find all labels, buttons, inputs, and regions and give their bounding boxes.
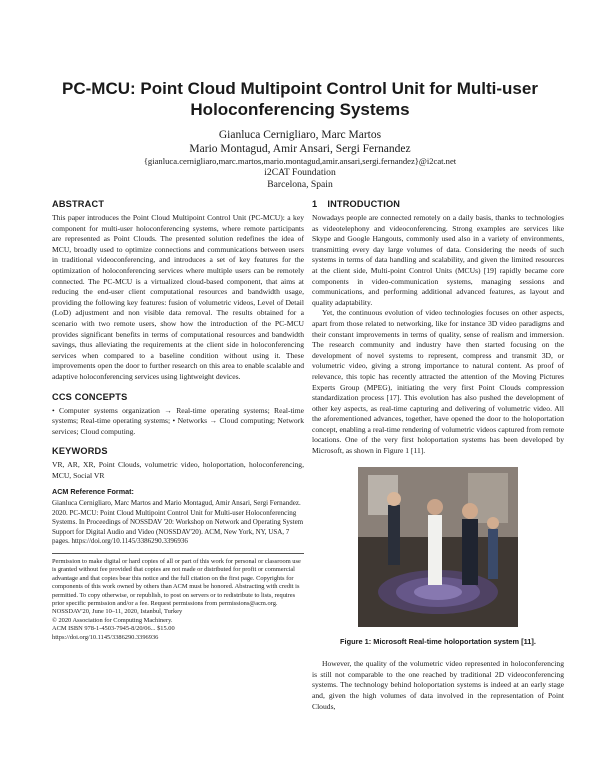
title-line-2: Holoconferencing Systems <box>190 100 410 119</box>
holoportation-photo-illustration <box>358 467 518 627</box>
doi-link[interactable]: https://doi.org/10.1145/3386290.3396936 <box>52 633 159 641</box>
ccs-text: • Computer systems organization → Real-time operating systems; Real-time systems; Real-time operating systems; • Networks → Cloud computing; Network services; Cloud computing. <box>52 405 304 436</box>
permission-notice: Permission to make digital or hard copies of all or part of this work for personal or classroom use is granted without fee provided that copies are not made or distributed for profit or commercial advantage and that copies bear this notice and the full citation on the first page. Copyrights for components of this work owned by others than ACM must be honored. Abstracting with credit is permitted. To copy otherwise, or republish, to post on servers or to redistribute to lists, requires prior specific permission and/or a fee. Request permissions from permissions@acm.org. <box>52 558 301 608</box>
abstract-heading: ABSTRACT <box>52 199 105 209</box>
left-column <box>52 198 304 642</box>
author-emails: {gianluca.cernigliaro,marc.martos,mario.montagud,amir.ansari,sergi.fernandez}@i2cat.net <box>143 156 457 166</box>
section-title: INTRODUCTION <box>327 199 401 209</box>
acm-reference-heading: ACM Reference Format: <box>52 487 134 497</box>
permission-footer <box>52 553 304 642</box>
keywords-text: VR, AR, XR, Point Clouds, volumetric video, holoportation, holoconferencing, MCU, Social VR <box>52 460 304 480</box>
abstract-text: This paper introduces the Point Cloud Multipoint Control Unit (PC-MCU): a key component for multi-user holoconferencing systems, where remote participants are represented as Point Clouds. The presented solution redefines the idea of MCU, broadly used to optimize connections and communications between users in traditional videoconferencing, and introduces a set of key features for the optimization of holoconferencing services where multiple users can be remotely connected. The PC-MCU is a virtualized cloud-based component, that aims at reducing the end-user client computational resources and bandwidth usage, providing the following key features: fusion of volumetric videos, Level of Detail (LoD) adjustment and non visible data removal. The results obtained for a scenario with two remote users, show how the introduction of the PC-MCU provides significant benefits in terms of computational resources and bandwidth savings, thus alleviating the requirements at the client side in holoconferencing services when compared to a baseline condition without using it. These improvements open the door to further research on this area to enable scalable and adaptive holoconferencing services using lightweight devices. <box>52 213 304 381</box>
author-location: Barcelona, Spain <box>267 179 333 190</box>
introduction-heading <box>312 198 564 210</box>
paper-title <box>40 78 560 120</box>
acm-reference-text: Gianluca Cernigliaro, Marc Martos and Mario Montagud, Amir Ansari, Sergi Fernandez. 2020. PC-MCU: Point Cloud Multipoint Control Unit for Multi-user Holoconferencing Systems. In Proceedings of NOSSDAV '20: Workshop on Network and Operating System Support for Digital Audio and Video (NOSSDAV'20). ACM, New York, NY, USA, 7 pages. https://doi.org/10.1145/3386290.3396936 <box>52 499 304 546</box>
intro-paragraph-1: Nowadays people are connected remotely on a daily basis, thanks to technologies as videotelephony and videoconferencing. Strong examples are services like Skype and Google Hangouts, commonly used also in a variety of environments, transmitting every day large volumes of data. Considering the needs of such systems in terms of data handling and scalability, and given the limited resources at the client side, Multi-point Control Units (MCUs) [19] rapidly became core components in video-communication systems, managing sessions and communications, and performing additional advanced features, as layout and quality adaptability. <box>312 213 564 307</box>
ccs-heading: CCS CONCEPTS <box>52 391 128 402</box>
isbn-line: ACM ISBN 978-1-4503-7945-8/20/06... $15.00 <box>52 625 175 633</box>
author-block <box>40 128 560 191</box>
intro-paragraph-2: Yet, the continuous evolution of video technologies focuses on other aspects, apart from those related to networking, like for instance 3D video paradigms and their constant improvements in terms of quality, sense of realism and immersion. The research community and industry have then started focusing on the development of novel systems to represent, compress and transmit 3D, or volumetric video, giving a strong importance to natural content. As proof of relevance, this topic has recently attracted the attention of the Moving Pictures Experts Group (MPEG), initiating the very first Point Clouds compression standardization process [17]. This evolution has also pushed the development of other key aspects, as real-time capturing and delivering of volumetric video. All the aforementioned advances, together, have opened the door to the holoportation concept, enabling a real-time rendering of volumetric videos captured from remote locations. One of the very first holoportation systems has been developed by Microsoft, as shown in Figure 1 [11]. <box>312 308 564 456</box>
intro-paragraph-3: However, the quality of the volumetric video represented in holoconferencing is still not comparable to the one reached by traditional 2D videoconferencing systems. The technology behind holoportation systems is indeed at an early stage and, given the high volumes of data involved in the representation of Point Clouds, <box>312 659 564 711</box>
copyright-line: © 2020 Association for Computing Machinery. <box>52 616 173 624</box>
title-line-1: PC-MCU: Point Cloud Multipoint Control Unit for Multi-user <box>62 79 538 98</box>
author-institution: i2CAT Foundation <box>264 167 336 178</box>
keywords-heading: KEYWORDS <box>52 446 108 457</box>
holoportation-photo <box>358 467 518 627</box>
section-number: 1 <box>312 199 318 209</box>
author-line-1: Gianluca Cernigliaro, Marc Martos <box>218 129 382 141</box>
venue-line: NOSSDAV'20, June 10–11, 2020, Istanbul, Turkey <box>52 608 183 616</box>
author-line-2: Mario Montagud, Amir Ansari, Sergi Fernandez <box>189 143 411 155</box>
figure-1-caption: Figure 1: Microsoft Real-time holoportation system [11]. <box>340 636 536 646</box>
right-column <box>312 198 564 712</box>
